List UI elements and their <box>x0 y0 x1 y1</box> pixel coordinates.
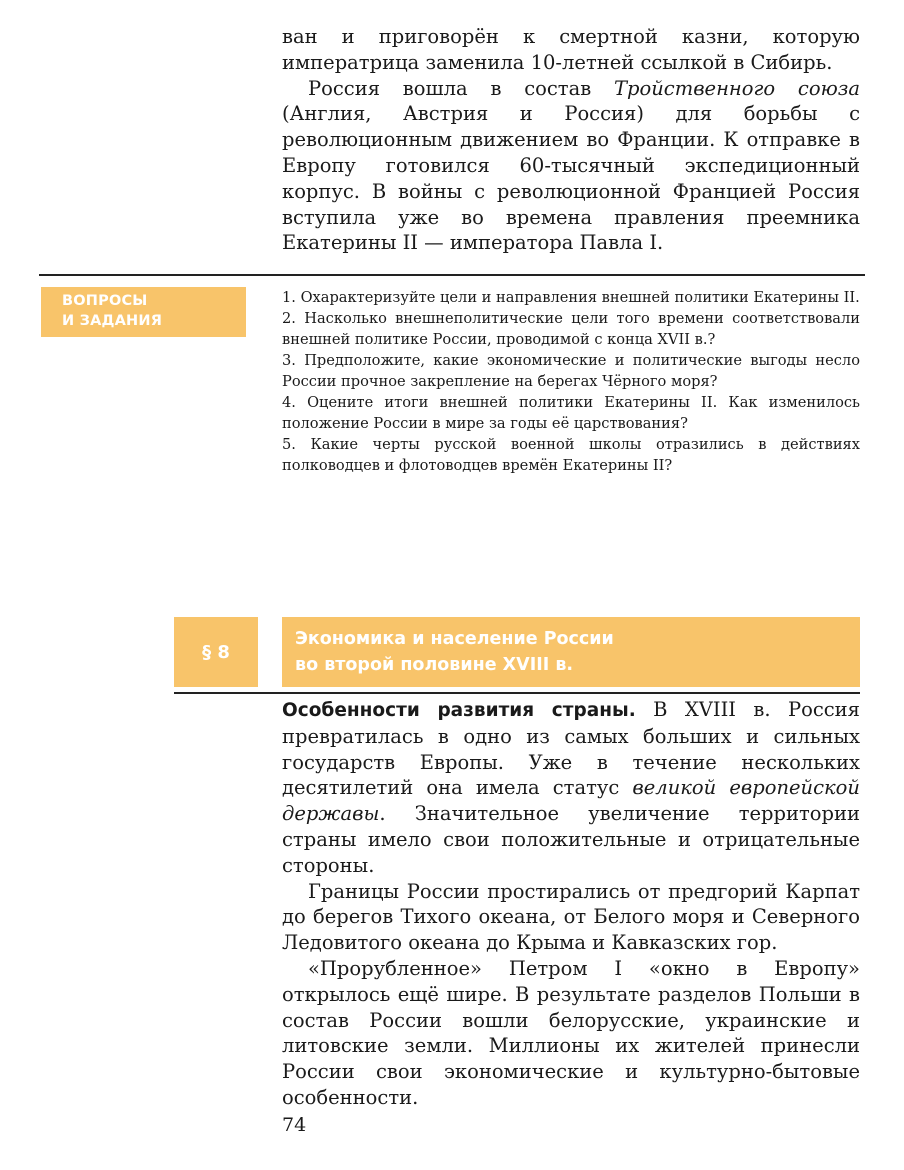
main-paragraph-2: Границы России простирались от предгорий Карпат до берегов Тихого океана, от Белого моря и Северного Ледовитого океана до Крыма и Кавказских гор. <box>282 879 860 955</box>
page-number: 74 <box>282 1114 307 1136</box>
question-item: 2. Насколько внешнеполитические цели того времени соответствовали внешней политике России, проводимой с конца XVII в.? <box>282 310 860 348</box>
question-item: 4. Оцените итоги внешней политики Екатерины II. Как изменилось положение России в мире за годы её царствования? <box>282 394 860 432</box>
main-paragraph-1: Особенности развития страны. В XVIII в. Россия превратилась в одно из самых больших и сильных государств Европы. Уже в течение нескольких десятилетий она имела статус великой европейской державы. Значительное увеличение территории страны имело свои положительные и отрицательные стороны. <box>282 698 860 877</box>
section-divider <box>174 692 860 694</box>
questions-badge: ВОПРОСЫ И ЗАДАНИЯ <box>41 287 246 337</box>
main-text-block <box>282 697 860 1111</box>
question-item: 1. Охарактеризуйте цели и направления внешней политики Екатерины II. <box>282 289 860 306</box>
section-title: Экономика и население России во второй половине XVIII в. <box>282 617 860 687</box>
top-divider <box>39 274 865 276</box>
top-paragraph-1: ван и приговорён к смертной казни, которую императрица заменила 10-летней ссылкой в Сибирь. <box>282 25 860 74</box>
section-number: § 8 <box>174 617 258 687</box>
paragraph-lead: Особенности развития страны. <box>282 700 636 721</box>
top-paragraph-2: Россия вошла в состав Тройственного союза (Англия, Австрия и Россия) для борьбы с революционным движением во Франции. К отправке в Европу готовился 60-тысячный экспедиционный корпус. В войны с революционной Францией Россия вступила уже во времена правления преемника Екатерины II — императора Павла I. <box>282 76 860 255</box>
questions-list <box>282 287 860 476</box>
question-item: 5. Какие черты русской военной школы отразились в действиях полководцев и флотоводцев времён Екатерины II? <box>282 436 860 474</box>
triple-alliance-term: Тройственного союза <box>614 76 860 100</box>
main-paragraph-3: «Прорубленное» Петром I «окно в Европу» открылось ещё шире. В результате разделов Польши в состав России вошли белорусские, украинские и литовские земли. Миллионы их жителей принесли России свои экономические и культурно-бытовые особенности. <box>282 956 860 1109</box>
question-item: 3. Предположите, какие экономические и политические выгоды несло России прочное закрепление на берегах Чёрного моря? <box>282 352 860 390</box>
top-text-block <box>282 24 860 256</box>
great-power-term: великой европейской державы <box>282 776 860 826</box>
